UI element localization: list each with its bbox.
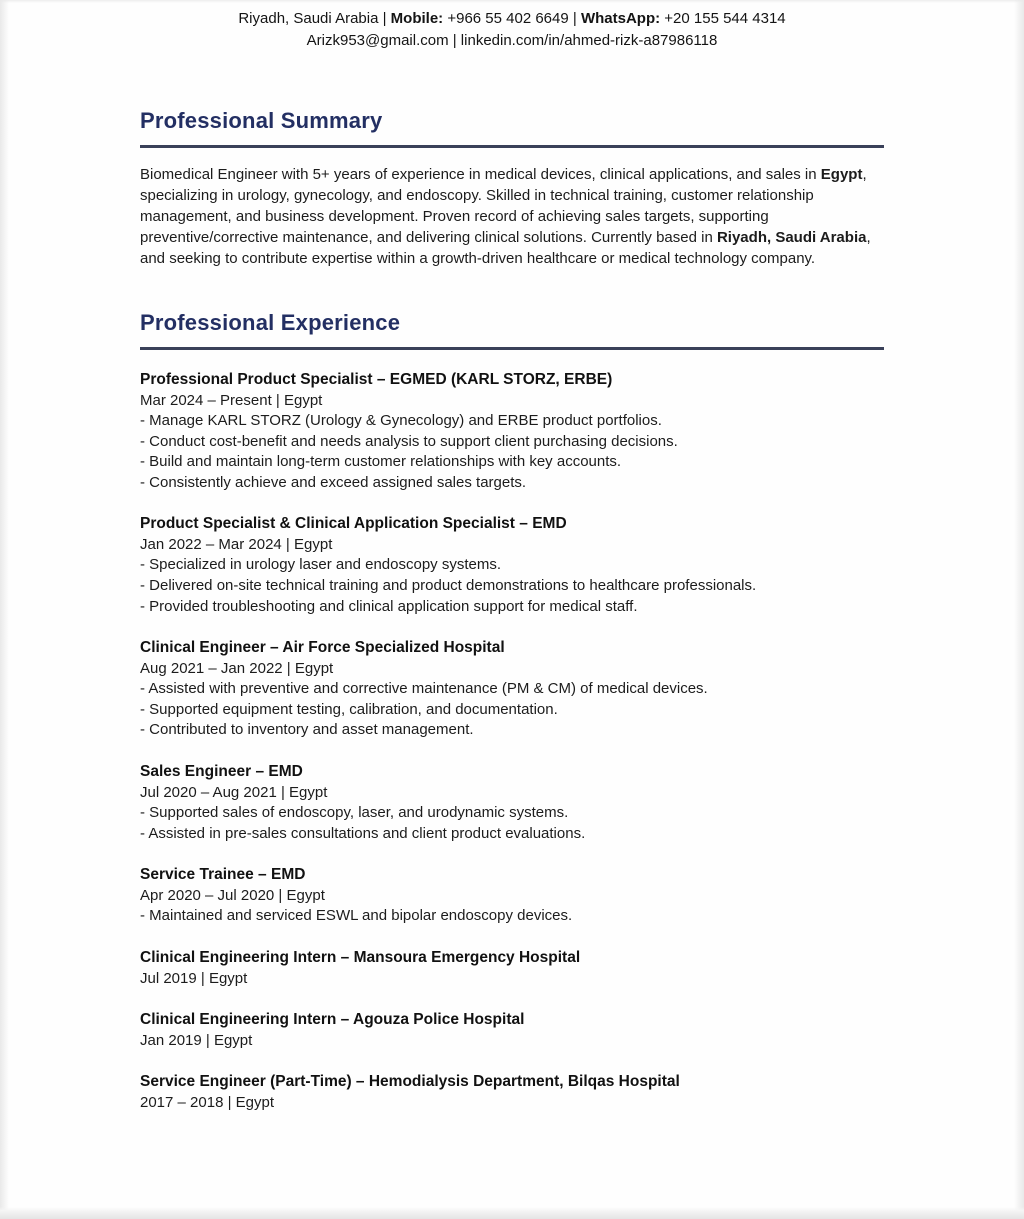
text-segment: +966 55 402 6649 | [443,10,581,27]
job-title: Clinical Engineering Intern – Agouza Police Hospital [140,1010,525,1028]
job-date: 2017 – 2018 | Egypt [140,1093,275,1111]
job-bullet: - Delivered on-site technical training and product demonstrations to healthcare professionals. [140,576,757,594]
job-entry [140,513,884,617]
summary-paragraph [140,164,884,269]
job-bullet: - Assisted in pre-sales consultations and client product evaluations. [140,824,586,842]
job-bullet: - Build and maintain long-term customer relationships with key accounts. [140,453,622,471]
job-entry [140,1071,884,1113]
summary-section-title: Professional Summary [140,108,383,133]
job-bullet: - Specialized in urology laser and endoscopy systems. [140,556,502,574]
experience-section [140,311,884,1113]
job-bullet: - Maintained and serviced ESWL and bipolar endoscopy devices. [140,907,573,925]
job-date: Jul 2019 | Egypt [140,969,248,987]
job-bullet: - Contributed to inventory and asset management. [140,721,474,739]
job-bullet: - Assisted with preventive and corrective maintenance (PM & CM) of medical devices. [140,680,708,698]
job-bullets [140,679,884,741]
text-segment: +20 155 544 4314 [660,10,786,27]
job-title: Sales Engineer – EMD [140,762,303,780]
job-bullets [140,803,884,844]
job-date: Aug 2021 – Jan 2022 | Egypt [140,660,334,678]
job-bullet: - Consistently achieve and exceed assigned sales targets. [140,473,527,491]
job-title: Service Trainee – EMD [140,866,306,884]
experience-section-rule [140,347,884,350]
job-bullets [140,411,884,493]
resume-content [140,0,884,1113]
text-segment: , specializing in urology, gynecology, and endoscopy. Skilled in technical training, customer relationship management, and business development. Proven record of achieving sales targets, supporting preventive/corrective maintenance, and delivering clinical solutions. Currently based in [140,166,867,246]
job-bullet: - Manage KARL STORZ (Urology & Gynecology) and ERBE product portfolios. [140,412,662,429]
bold-text-segment: Riyadh, Saudi Arabia [716,229,867,246]
job-entry [140,1009,884,1051]
contact-header [140,0,884,52]
page-edge-left [0,0,9,1219]
job-date: Jul 2020 – Aug 2021 | Egypt [140,783,328,801]
contact-line-1 [140,8,884,30]
job-entry [140,369,884,493]
text-segment: , and seeking to contribute expertise within a growth-driven healthcare or medical technology company. [140,229,871,267]
summary-section-rule [140,145,884,148]
job-bullets [140,906,884,927]
page-edge-right [1014,0,1024,1219]
job-date: Jan 2022 – Mar 2024 | Egypt [140,536,333,554]
job-title: Clinical Engineer – Air Force Specialized Hospital [140,639,505,657]
page-edge-bottom [0,1207,1024,1219]
job-entry [140,637,884,741]
bold-text-segment: Mobile: [390,10,444,27]
job-entry [140,761,884,844]
summary-section [140,109,884,269]
job-date: Jan 2019 | Egypt [140,1031,253,1049]
job-bullet: - Supported sales of endoscopy, laser, and urodynamic systems. [140,803,569,821]
text-segment: Riyadh, Saudi Arabia | [238,10,391,27]
job-entry [140,864,884,927]
job-bullet: - Provided troubleshooting and clinical application support for medical staff. [140,597,638,615]
bold-text-segment: Egypt [820,166,863,183]
job-date: Apr 2020 – Jul 2020 | Egypt [140,887,325,905]
job-title: Professional Product Specialist – EGMED (KARL STORZ, ERBE) [140,371,613,388]
job-title: Clinical Engineering Intern – Mansoura Emergency Hospital [140,948,581,966]
experience-section-title: Professional Experience [140,310,401,335]
experience-list [140,369,884,1113]
job-bullets [140,555,884,617]
contact-line-2: Arizk953@gmail.com | linkedin.com/in/ahmed-rizk-a87986118 [306,32,718,49]
text-segment: Biomedical Engineer with 5+ years of experience in medical devices, clinical applications, and sales in [140,166,821,183]
job-entry [140,947,884,989]
job-bullet: - Conduct cost-benefit and needs analysis to support client purchasing decisions. [140,432,678,450]
job-date: Mar 2024 – Present | Egypt [140,392,323,409]
job-title: Product Specialist & Clinical Application Specialist – EMD [140,515,567,533]
bold-text-segment: WhatsApp: [580,10,661,27]
job-bullet: - Supported equipment testing, calibration, and documentation. [140,700,558,718]
job-title: Service Engineer (Part-Time) – Hemodialysis Department, Bilqas Hospital [140,1072,680,1090]
